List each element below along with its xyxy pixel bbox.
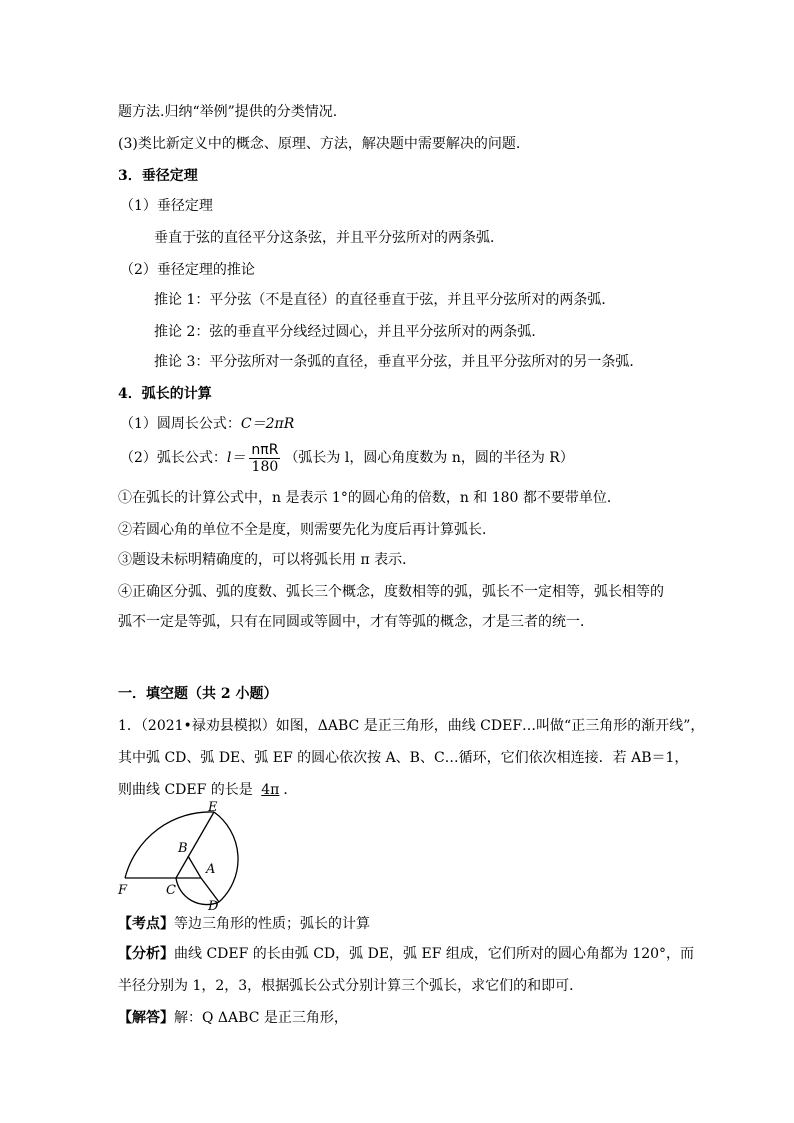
section-heading: 4．弧长的计算: [118, 386, 212, 402]
answer-blank: 4π: [261, 782, 280, 798]
segment-ab: [188, 856, 201, 878]
circumference-formula: C＝2πR: [240, 416, 295, 432]
question-line: 1．（2021•禄劝县模拟）如图，ΔABC 是正三角形，曲线 CDEF…叫做“正三角形的渐开线”，: [118, 718, 705, 734]
label-c: C: [166, 883, 176, 898]
text-line: ④正确区分弧、弧的度数、弧长三个概念，度数相等的弧，弧长不一定相等，弧长相等的: [118, 584, 664, 600]
text-line: （2）垂径定理的推论: [120, 262, 255, 278]
formula-suffix: （弧长为 l，圆心角度数为 n，圆的半径为 R）: [284, 450, 574, 466]
text-line: 垂直于弦的直径平分这条弦，并且平分弦所对的两条弧．: [154, 230, 504, 246]
text-line: (3)类比新定义中的概念、原理、方法，解决题中需要解决的问题.: [118, 136, 521, 152]
formula-prefix: （2）弧长公式：: [120, 450, 227, 466]
arc-de: [214, 812, 238, 902]
formula-line: [120, 414, 294, 434]
fraction-denominator: 180: [251, 458, 279, 475]
section-heading: 3．垂径定理: [118, 168, 198, 184]
tag-kaodian: 【考点】: [118, 916, 174, 932]
text-line: ①在弧长的计算公式中，n 是表示 1°的圆心角的倍数，n 和 180 都不要带单位．: [118, 490, 621, 506]
tag-jieda: 【解答】: [118, 1010, 174, 1026]
formula-line: [120, 440, 574, 476]
formula-prefix: （1）圆周长公式：: [120, 416, 241, 432]
answer-line: 半径分别为 1，2，3，根据弧长公式分别计算三个弧长，求它们的和即可．: [118, 978, 584, 994]
text-line: ③题设未标明精确度的，可以将弧长用 π 表示．: [118, 552, 417, 568]
fraction: [249, 442, 280, 475]
section-heading: 一．填空题（共 2 小题）: [118, 686, 278, 702]
question-line: 其中弧 CD、弧 DE、弧 EF 的圆心依次按 A、B、C…循环，它们依次相连接．若 AB＝1，: [118, 750, 689, 766]
arc-length-symbol: l＝: [226, 450, 246, 466]
label-e: E: [208, 800, 218, 815]
label-d: D: [208, 899, 219, 910]
question-text: ．: [283, 782, 298, 798]
label-f: F: [118, 883, 128, 898]
fraction-numerator: nπR: [251, 441, 279, 458]
text-line: ②若圆心角的单位不全是度，则需要先化为度后再计算弧长．: [118, 522, 496, 538]
text-line: 题方法.归纳“举例”提供的分类情况.: [118, 104, 338, 120]
question-text: 则曲线 CDEF 的长是: [118, 782, 253, 798]
label-b: B: [178, 841, 188, 856]
answer-line: [118, 914, 370, 934]
tag-fenxi: 【分析】: [118, 946, 174, 962]
answer-line: [118, 1008, 348, 1028]
jieda-text: 解：Q ΔABC 是正三角形，: [174, 1010, 348, 1026]
kaodian-text: 等边三角形的性质；弧长的计算: [174, 916, 370, 932]
answer-line: [118, 944, 694, 964]
label-a: A: [206, 862, 216, 877]
arc-ef: [125, 812, 214, 878]
involute-figure: [110, 800, 250, 910]
text-line: 推论 1：平分弦（不是直径）的直径垂直于弦，并且平分弦所对的两条弧．: [154, 292, 616, 308]
text-line: 推论 2：弦的垂直平分线经过圆心，并且平分弦所对的两条弧．: [154, 324, 546, 340]
fenxi-text: 曲线 CDEF 的长由弧 CD，弧 DE，弧 EF 组成，它们所对的圆心角都为 120°，而: [174, 946, 695, 962]
question-line: [118, 780, 297, 800]
text-line: 弧不一定是等弧，只有在同圆或等圆中，才有等弧的概念，才是三者的统一．: [118, 614, 594, 630]
text-line: （1）垂径定理: [120, 198, 213, 214]
text-line: 推论 3：平分弦所对一条弧的直径，垂直平分弦，并且平分弦所对的另一条弧．: [154, 354, 644, 370]
